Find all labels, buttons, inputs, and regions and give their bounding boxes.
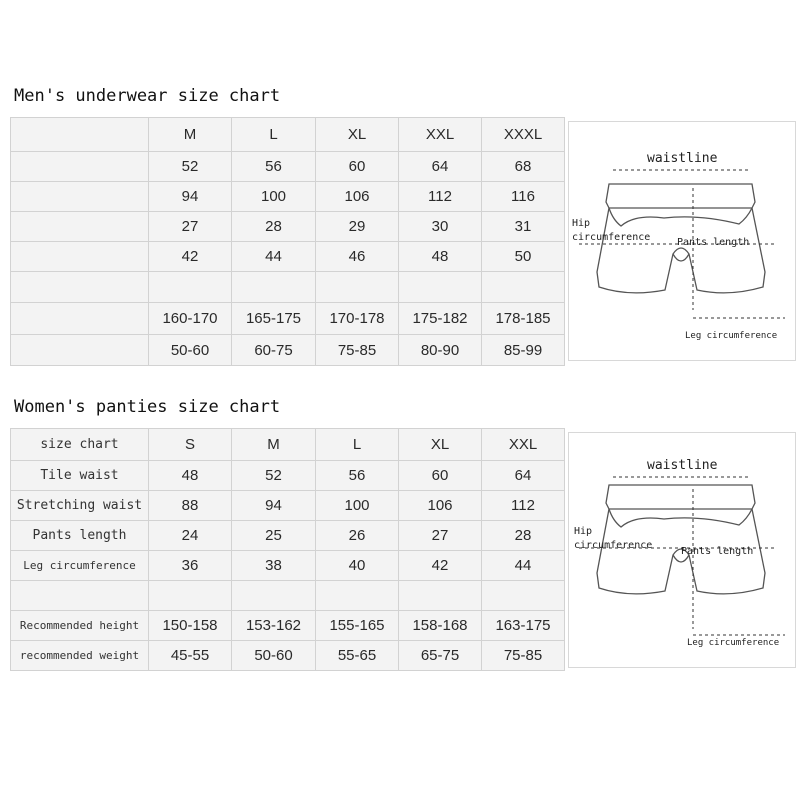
table-cell: 170-178 (316, 303, 399, 335)
table-cell: 150-158 (149, 611, 232, 641)
table-cell (149, 272, 232, 303)
table-row (11, 521, 565, 551)
row-label: Tile waist (11, 461, 149, 491)
table-cell: 45-55 (149, 641, 232, 671)
table-cell: 116 (482, 182, 565, 212)
table-cell: 60 (399, 461, 482, 491)
table-cell: 27 (399, 521, 482, 551)
table-cell: 40 (316, 551, 399, 581)
table-cell (399, 272, 482, 303)
header-cell: M (232, 429, 316, 461)
table-cell: 94 (232, 491, 316, 521)
table-cell (482, 272, 565, 303)
header-cell: XXL (482, 429, 565, 461)
table-cell: 52 (149, 152, 232, 182)
table-cell: 163-175 (482, 611, 565, 641)
row-label: Pants length (11, 521, 149, 551)
pants-length-label: Pants length (681, 546, 754, 557)
table-cell: 100 (316, 491, 399, 521)
table-row (11, 303, 565, 335)
hip-label: Hip (574, 526, 593, 537)
table-cell: 88 (149, 491, 232, 521)
table-cell: 80-90 (399, 335, 482, 366)
table-cell: 112 (399, 182, 482, 212)
table-cell (316, 581, 399, 611)
table-cell: 60-75 (232, 335, 316, 366)
table-cell: 100 (232, 182, 316, 212)
waistline-label: waistline (647, 151, 718, 166)
header-cell: size chart (11, 429, 149, 461)
men-chart-title: Men's underwear size chart (14, 86, 281, 106)
row-label: Recommended height (11, 611, 149, 641)
header-cell: S (149, 429, 232, 461)
table-row (11, 212, 565, 242)
leg-circumference-label: Leg circumference (687, 638, 780, 648)
table-cell: 55-65 (316, 641, 399, 671)
table-cell: 60 (316, 152, 399, 182)
table-cell (399, 581, 482, 611)
table-cell: 28 (482, 521, 565, 551)
table-row (11, 152, 565, 182)
row-label (11, 272, 149, 303)
row-label (11, 303, 149, 335)
table-row (11, 335, 565, 366)
table-cell: 68 (482, 152, 565, 182)
table-cell: 56 (232, 152, 316, 182)
table-row (11, 242, 565, 272)
pants-length-label: Pants length (677, 237, 750, 248)
table-cell: 65-75 (399, 641, 482, 671)
table-cell (232, 581, 316, 611)
table-cell: 52 (232, 461, 316, 491)
table-cell: 75-85 (482, 641, 565, 671)
table-cell: 64 (399, 152, 482, 182)
row-label: recommended weight (11, 641, 149, 671)
table-cell (482, 581, 565, 611)
table-cell: 56 (316, 461, 399, 491)
table-cell: 24 (149, 521, 232, 551)
row-label: Stretching waist (11, 491, 149, 521)
table-cell: 29 (316, 212, 399, 242)
table-row (11, 641, 565, 671)
table-cell: 50-60 (149, 335, 232, 366)
table-cell: 31 (482, 212, 565, 242)
table-row (11, 182, 565, 212)
table-cell (232, 272, 316, 303)
hip-label: Hip (572, 218, 591, 229)
leg-circumference-label: Leg circumference (685, 331, 778, 341)
row-label (11, 581, 149, 611)
row-label: Leg circumference (11, 551, 149, 581)
table-cell: 28 (232, 212, 316, 242)
table-cell: 64 (482, 461, 565, 491)
table-cell: 158-168 (399, 611, 482, 641)
table-cell: 85-99 (482, 335, 565, 366)
header-cell: XL (399, 429, 482, 461)
women-size-table (10, 428, 565, 671)
table-cell: 44 (482, 551, 565, 581)
table-cell: 46 (316, 242, 399, 272)
table-row (11, 581, 565, 611)
row-label (11, 152, 149, 182)
women-chart-title: Women's panties size chart (14, 397, 281, 417)
header-cell (11, 118, 149, 152)
table-row (11, 491, 565, 521)
table-cell: 42 (399, 551, 482, 581)
table-cell: 36 (149, 551, 232, 581)
table-cell: 38 (232, 551, 316, 581)
row-label (11, 242, 149, 272)
table-cell: 48 (149, 461, 232, 491)
table-cell: 175-182 (399, 303, 482, 335)
hip-circumference-label: circumference (574, 540, 653, 551)
table-cell: 165-175 (232, 303, 316, 335)
table-cell (149, 581, 232, 611)
table-row (11, 611, 565, 641)
row-label (11, 335, 149, 366)
table-cell: 27 (149, 212, 232, 242)
table-cell: 50 (482, 242, 565, 272)
table-cell: 75-85 (316, 335, 399, 366)
table-cell: 112 (482, 491, 565, 521)
men-measurement-diagram (568, 121, 796, 361)
table-row (11, 272, 565, 303)
table-cell: 44 (232, 242, 316, 272)
header-cell: XXL (399, 118, 482, 152)
hip-circumference-label: circumference (572, 232, 651, 243)
table-cell: 94 (149, 182, 232, 212)
header-cell: L (316, 429, 399, 461)
table-cell: 30 (399, 212, 482, 242)
table-header-row (11, 429, 565, 461)
header-cell: L (232, 118, 316, 152)
table-cell: 48 (399, 242, 482, 272)
header-cell: XL (316, 118, 399, 152)
table-cell: 50-60 (232, 641, 316, 671)
header-cell: M (149, 118, 232, 152)
row-label (11, 212, 149, 242)
table-cell (316, 272, 399, 303)
table-cell: 106 (316, 182, 399, 212)
table-cell: 42 (149, 242, 232, 272)
table-row (11, 551, 565, 581)
table-cell: 160-170 (149, 303, 232, 335)
table-cell: 106 (399, 491, 482, 521)
table-row (11, 461, 565, 491)
men-size-table (10, 117, 565, 366)
table-cell: 25 (232, 521, 316, 551)
row-label (11, 182, 149, 212)
table-cell: 178-185 (482, 303, 565, 335)
table-cell: 153-162 (232, 611, 316, 641)
header-cell: XXXL (482, 118, 565, 152)
table-cell: 155-165 (316, 611, 399, 641)
table-header-row (11, 118, 565, 152)
waistline-label: waistline (647, 458, 718, 473)
table-cell: 26 (316, 521, 399, 551)
women-measurement-diagram (568, 432, 796, 668)
